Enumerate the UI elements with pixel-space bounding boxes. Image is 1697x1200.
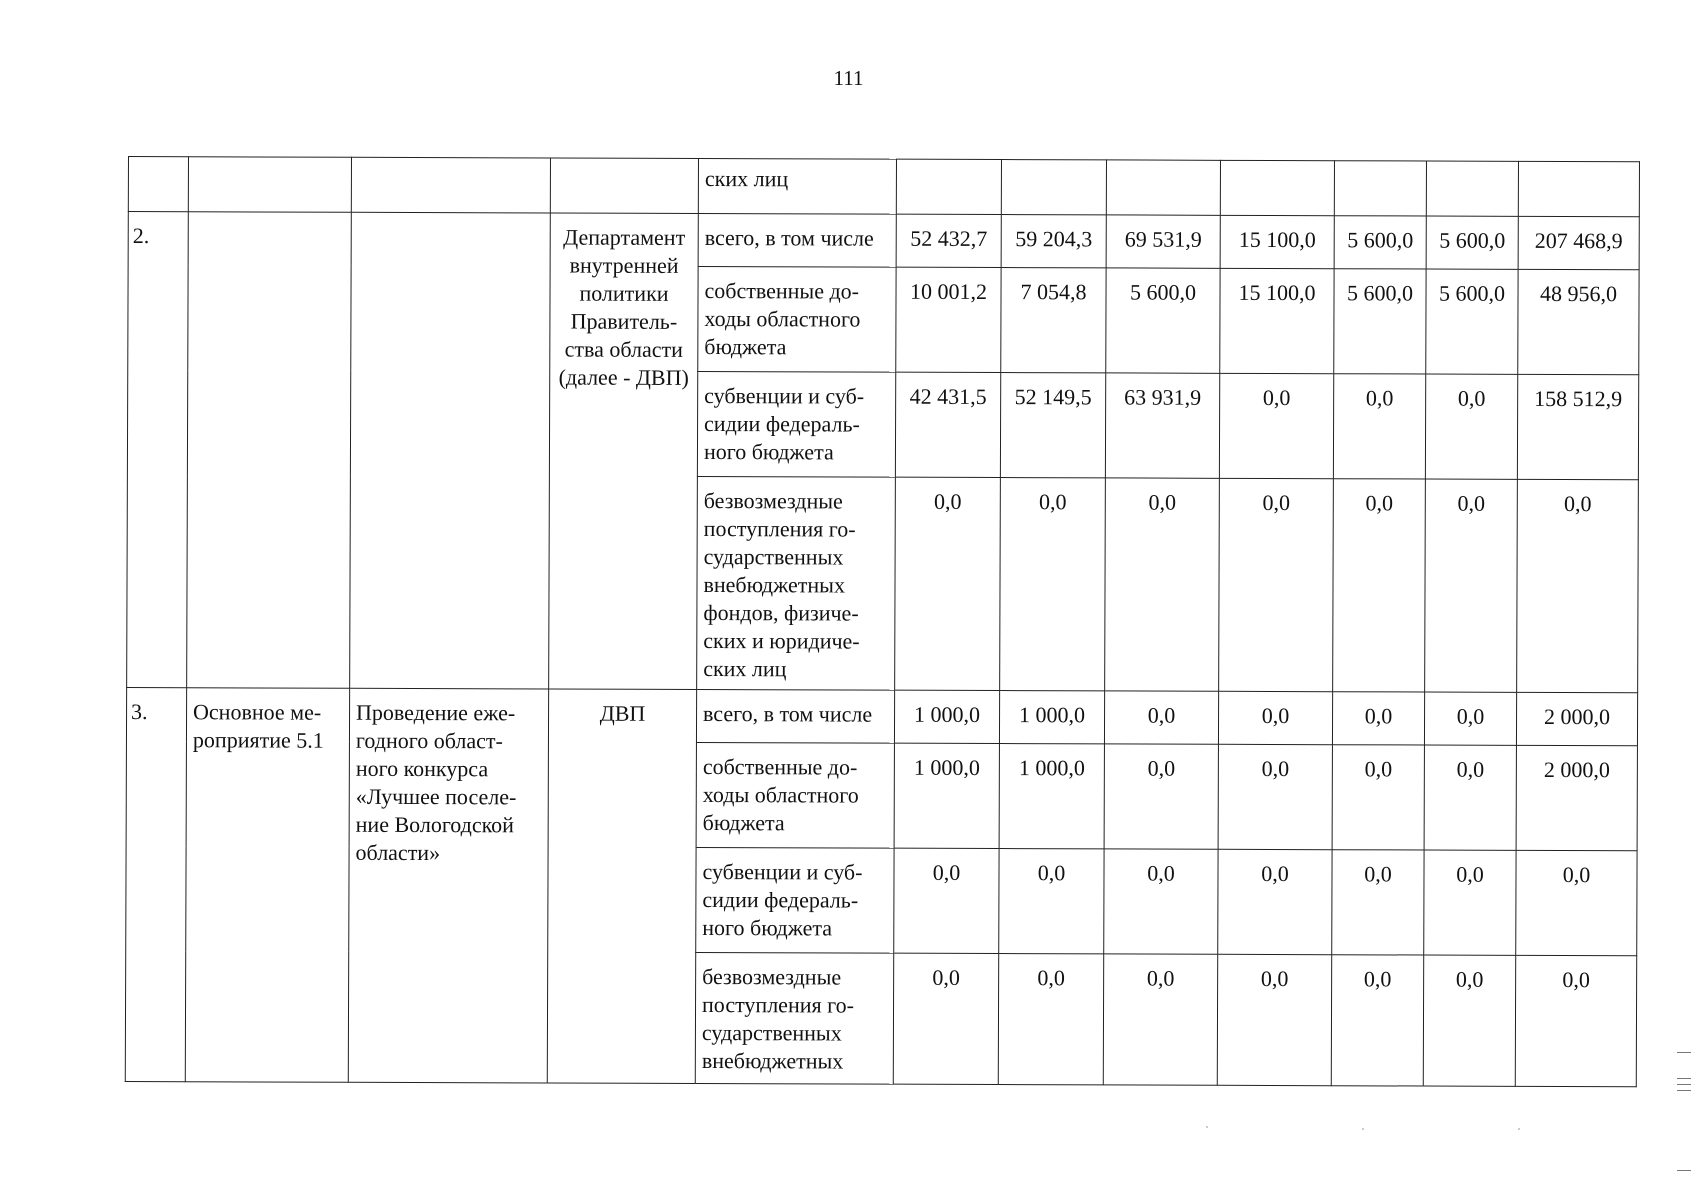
- value-cell: 0,0: [1516, 850, 1637, 955]
- executor-cell: ДВП: [547, 689, 696, 1084]
- value-cell: 0,0: [1104, 691, 1218, 744]
- value-cell: 0,0: [1333, 479, 1426, 692]
- description-cell: Проведение еже-годного област-ного конкурса «Лучшее поселе-ние Вологодской области»: [348, 688, 548, 1083]
- value-cell: 0,0: [999, 849, 1104, 954]
- row-index: 2.: [127, 212, 189, 688]
- source-cell: безвозмездные поступления го-сударственных внебюджетных: [695, 952, 893, 1084]
- value-cell: 1 000,0: [894, 690, 999, 743]
- value-cell: 207 468,9: [1518, 216, 1639, 269]
- value-cell: 5 600,0: [1106, 268, 1220, 373]
- scan-speck: [1362, 1128, 1364, 1130]
- value-cell: 0,0: [1332, 745, 1424, 850]
- value-cell: 0,0: [893, 953, 998, 1084]
- scan-speck: [1518, 1128, 1520, 1130]
- value-cell: 0,0: [1104, 744, 1218, 849]
- scan-artifact: [1677, 1170, 1691, 1171]
- scan-artifact: [1677, 1084, 1691, 1085]
- value-cell: 0,0: [1332, 692, 1424, 745]
- scan-artifact: [1677, 1090, 1691, 1091]
- value-cell: 42 431,5: [895, 372, 1000, 477]
- value-cell: 63 931,9: [1105, 373, 1219, 478]
- page-number: 111: [833, 66, 864, 90]
- value-cell: 1 000,0: [999, 744, 1104, 849]
- continuation-row: [128, 157, 1639, 217]
- source-cell: субвенции и суб-сидии федераль-ного бюджета: [696, 847, 894, 953]
- source-cell: ских лиц: [698, 158, 896, 214]
- value-cell: 0,0: [1103, 954, 1217, 1085]
- source-cell: всего, в том числе: [696, 689, 894, 743]
- value-cell: 0,0: [1218, 691, 1332, 744]
- value-cell: 5 600,0: [1334, 269, 1426, 374]
- value-cell: 0,0: [1105, 478, 1220, 691]
- value-cell: 0,0: [1425, 374, 1517, 479]
- value-cell: 5 600,0: [1426, 216, 1518, 269]
- value-cell: 0,0: [1425, 479, 1518, 692]
- value-cell: 10 001,2: [896, 267, 1001, 372]
- value-cell: 0,0: [1000, 478, 1106, 691]
- value-cell: 0,0: [1515, 955, 1636, 1086]
- value-cell: 5 600,0: [1426, 269, 1518, 374]
- value-cell: 0,0: [1423, 955, 1515, 1086]
- value-cell: 158 512,9: [1517, 374, 1638, 479]
- value-cell: 1 000,0: [894, 743, 999, 848]
- value-cell: 0,0: [1331, 955, 1423, 1086]
- value-cell: 7 054,8: [1001, 268, 1106, 373]
- value-cell: 0,0: [1424, 745, 1516, 850]
- value-cell: 0,0: [1424, 692, 1516, 745]
- value-cell: 0,0: [1104, 849, 1218, 954]
- value-cell: 15 100,0: [1220, 215, 1334, 268]
- source-cell: безвозмездные поступления го-сударственных внебюджетных фондов, физиче-ских и юридиче-ских лиц: [697, 476, 896, 690]
- value-cell: 0,0: [895, 477, 1001, 690]
- source-cell: всего, в том числе: [698, 213, 896, 267]
- scan-artifact: [1677, 1052, 1691, 1053]
- value-cell: 0,0: [1424, 850, 1516, 955]
- row-index: 3.: [125, 687, 186, 1081]
- value-cell: 0,0: [1332, 850, 1424, 955]
- value-cell: 0,0: [1218, 744, 1332, 849]
- description-cell: [350, 212, 551, 689]
- scan-artifact: [1677, 1078, 1691, 1079]
- value-cell: 0,0: [894, 848, 999, 953]
- value-cell: 52 432,7: [896, 214, 1001, 267]
- value-cell: 0,0: [1218, 849, 1332, 954]
- value-cell: 0,0: [998, 954, 1103, 1085]
- value-cell: 5 600,0: [1334, 216, 1426, 269]
- source-cell: собственные до-ходы областного бюджета: [696, 742, 894, 848]
- value-cell: 59 204,3: [1001, 215, 1106, 268]
- value-cell: 0,0: [1219, 478, 1334, 691]
- value-cell: 0,0: [1517, 479, 1639, 692]
- value-cell: 0,0: [1217, 954, 1331, 1085]
- scan-speck: [1206, 1126, 1208, 1128]
- measure-cell: Основное ме-роприятие 5.1: [185, 688, 349, 1083]
- measure-cell: [187, 212, 352, 689]
- table-row: [128, 212, 1639, 270]
- value-cell: 15 100,0: [1220, 268, 1334, 373]
- source-cell: собственные до-ходы областного бюджета: [698, 266, 896, 372]
- value-cell: 69 531,9: [1106, 215, 1220, 268]
- source-cell: субвенции и суб-сидии федераль-ного бюджета: [697, 371, 895, 477]
- value-cell: 52 149,5: [1000, 373, 1105, 478]
- value-cell: 2 000,0: [1516, 745, 1637, 850]
- value-cell: 0,0: [1219, 373, 1333, 478]
- document-sheet: [125, 156, 1640, 1087]
- value-cell: 1 000,0: [999, 691, 1104, 744]
- budget-table: [125, 156, 1640, 1087]
- value-cell: 48 956,0: [1518, 269, 1639, 374]
- table-row: [126, 687, 1637, 745]
- executor-cell: Департамент внутренней политики Правитель-ства области (далее - ДВП): [549, 213, 699, 690]
- value-cell: 0,0: [1333, 374, 1425, 479]
- value-cell: 2 000,0: [1516, 692, 1637, 745]
